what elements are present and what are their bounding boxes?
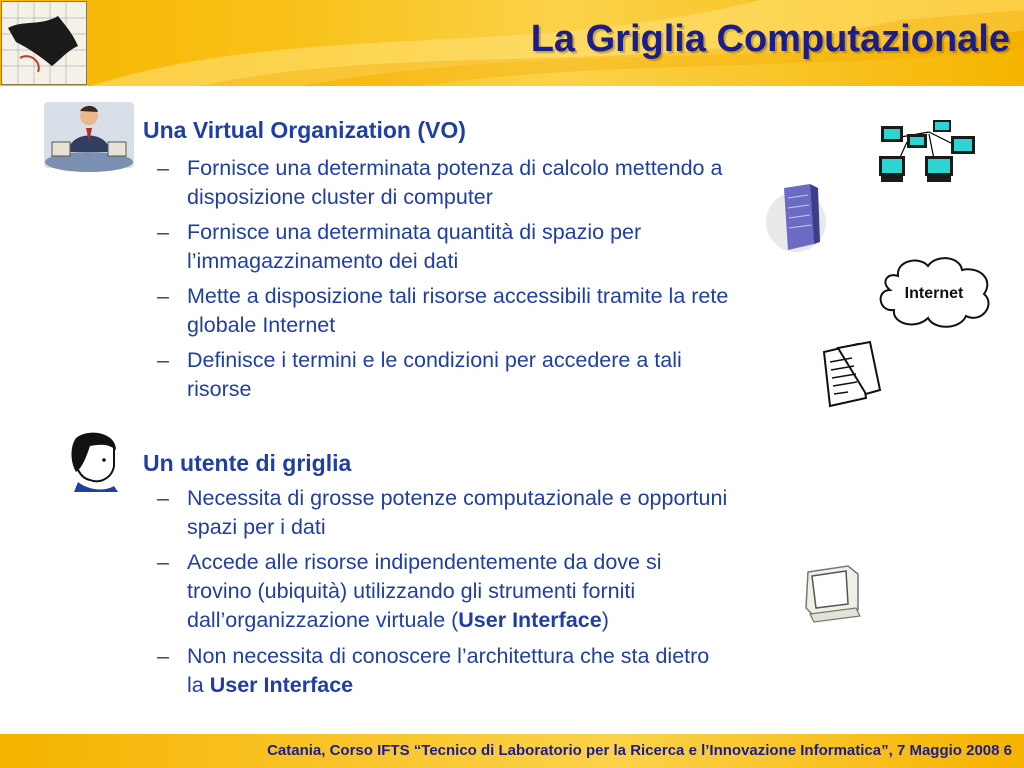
internet-cloud-icon: [876, 254, 996, 330]
vo-bullet-2: – Fornisce una determinata quantità di spazio per l’immagazzinamento dei dati: [157, 220, 642, 273]
monitor-icon: [800, 566, 862, 622]
sicily-map-logo-icon: [1, 1, 87, 85]
bullet-dash: –: [157, 220, 169, 244]
bullet-dash: –: [157, 550, 169, 574]
bullet-dash: –: [157, 644, 169, 668]
page-title: La Griglia Computazionale: [530, 18, 1010, 60]
user-interface-term: User Interface: [209, 673, 354, 697]
user-face-icon: [68, 432, 120, 492]
businessman-icon: [44, 102, 134, 168]
computer-network-icon: [877, 120, 977, 186]
slide-content: [0, 86, 1024, 734]
user-bullet-1: – Necessita di grosse potenze computazionale e opportuni spazi per i dati: [157, 486, 728, 539]
user-bullet-3: – Non necessita di conoscere l’architettura che sta dietro la User Interface: [157, 644, 710, 697]
bullet-dash: –: [157, 348, 169, 372]
slide-footer: [0, 734, 1024, 768]
document-icon: [818, 342, 882, 408]
user-bullet-2: – Accede alle risorse indipendentemente da dove si trovino (ubiquità) utilizzando gli strumenti forniti dall’organizzazione virtuale (User Interface): [157, 550, 662, 632]
vo-bullet-1: – Fornisce una determinata potenza di calcolo mettendo a disposizione cluster di computer: [157, 156, 723, 209]
cloud-label: Internet: [904, 285, 964, 302]
bullet-dash: –: [157, 486, 169, 510]
slide-header: [0, 0, 1024, 86]
section-user-heading: Un utente di griglia: [143, 450, 352, 476]
vo-bullet-3: – Mette a disposizione tali risorse accessibili tramite la rete globale Internet: [157, 284, 729, 337]
section-vo-heading: Una Virtual Organization (VO): [143, 117, 466, 143]
user-interface-term: User Interface: [458, 608, 602, 632]
bullet-dash: –: [157, 284, 169, 308]
bullet-dash: –: [157, 156, 169, 180]
server-icon: [766, 182, 826, 252]
footer-text: Catania, Corso IFTS “Tecnico di Laboratorio per la Ricerca e l’Innovazione Informatica”, 7 Maggio 2008 6: [267, 742, 1012, 759]
vo-bullet-4: – Definisce i termini e le condizioni per accedere a tali risorse: [157, 348, 682, 401]
